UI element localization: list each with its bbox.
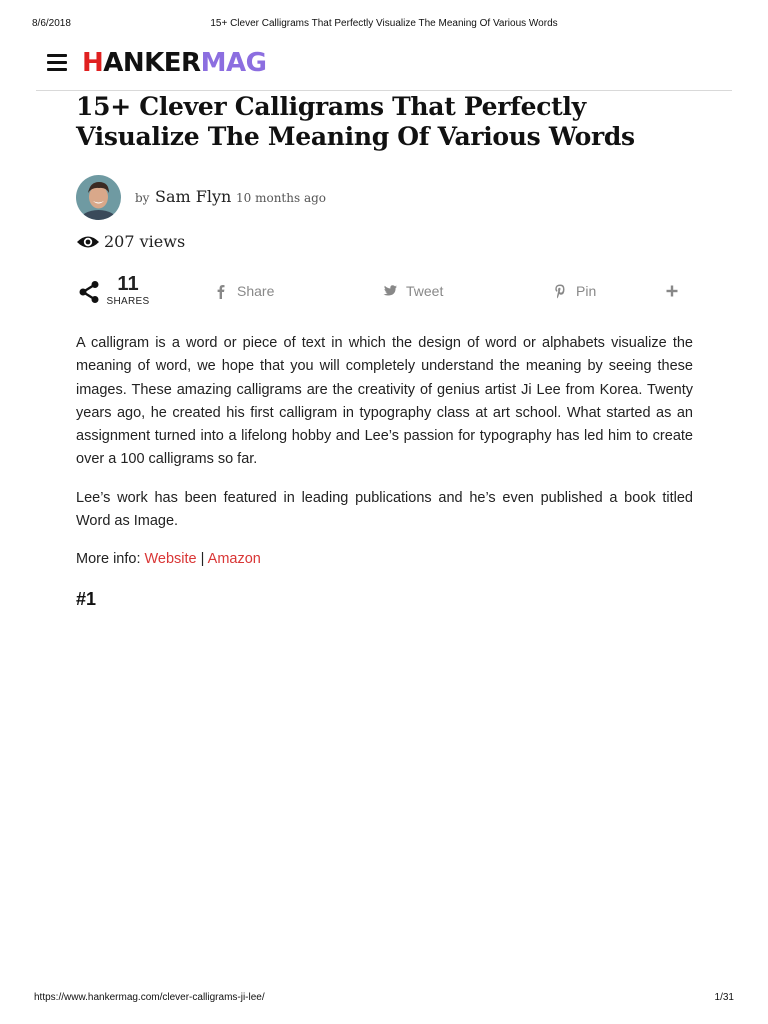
pinterest-share-label: Pin <box>576 283 597 299</box>
print-document-title: 15+ Clever Calligrams That Perfectly Visualize The Meaning Of Various Words <box>210 18 558 29</box>
facebook-share-button[interactable] <box>213 283 274 301</box>
share-count-number: 11 <box>117 273 139 295</box>
facebook-icon <box>213 283 229 299</box>
print-page-number: 1/31 <box>714 992 734 1003</box>
site-header <box>36 46 732 91</box>
body-paragraph-2: Lee’s work has been featured in leading publications and he’s even published a book titled Word as Image. <box>76 489 693 530</box>
pinterest-icon <box>552 283 568 299</box>
author-row <box>76 175 476 221</box>
share-count-label: SHARES <box>106 296 150 307</box>
more-info-label: More info: <box>76 551 145 568</box>
share-bar <box>76 270 696 314</box>
twitter-share-button[interactable] <box>382 283 443 301</box>
link-separator: | <box>196 551 208 568</box>
website-link[interactable]: Website <box>144 551 197 568</box>
site-logo[interactable] <box>82 48 266 78</box>
item-heading-1: #1 <box>76 589 97 609</box>
article-title: 15+ Clever Calligrams That Perfectly Visualize The Meaning Of Various Words <box>76 92 635 151</box>
share-icon[interactable] <box>78 280 100 304</box>
post-time-ago: 10 months ago <box>236 191 326 205</box>
plus-icon[interactable] <box>664 283 680 299</box>
more-info-line <box>76 548 693 571</box>
amazon-link[interactable]: Amazon <box>207 551 261 568</box>
print-url: https://www.hankermag.com/clever-calligrams-ji-lee/ <box>34 992 265 1003</box>
eye-icon <box>76 233 100 251</box>
print-date: 8/6/2018 <box>32 18 71 29</box>
twitter-icon <box>382 283 398 299</box>
article-body <box>76 332 693 587</box>
logo-mag: MAG <box>200 48 267 78</box>
views-count: 207 views <box>104 232 186 251</box>
print-footer <box>34 992 734 1006</box>
logo-anker: ANKER <box>103 48 201 78</box>
body-paragraph-1: A calligram is a word or piece of text in which the design of word or alphabets visualize the meaning of word, we hope that you will completely understand the meaning by seeing these images. These amazing calligrams are the creativity of genius artist Ji Lee from Korea. Twenty years ago, he created his first calligram in typography class at art school. What started as an assignment turned into a lifelong hobby and Lee’s passion for typography has led him to create over a 100 calligrams so far. <box>76 335 693 468</box>
share-count <box>106 272 150 308</box>
facebook-share-label: Share <box>237 283 275 299</box>
pinterest-share-button[interactable] <box>552 283 596 301</box>
hamburger-menu-icon[interactable] <box>47 52 67 70</box>
author-name-link[interactable]: Sam Flyn <box>155 187 232 206</box>
print-header <box>32 18 736 32</box>
twitter-share-label: Tweet <box>406 283 444 299</box>
logo-h: H <box>82 48 104 78</box>
author-avatar[interactable] <box>76 175 121 220</box>
by-label: by <box>135 191 150 205</box>
